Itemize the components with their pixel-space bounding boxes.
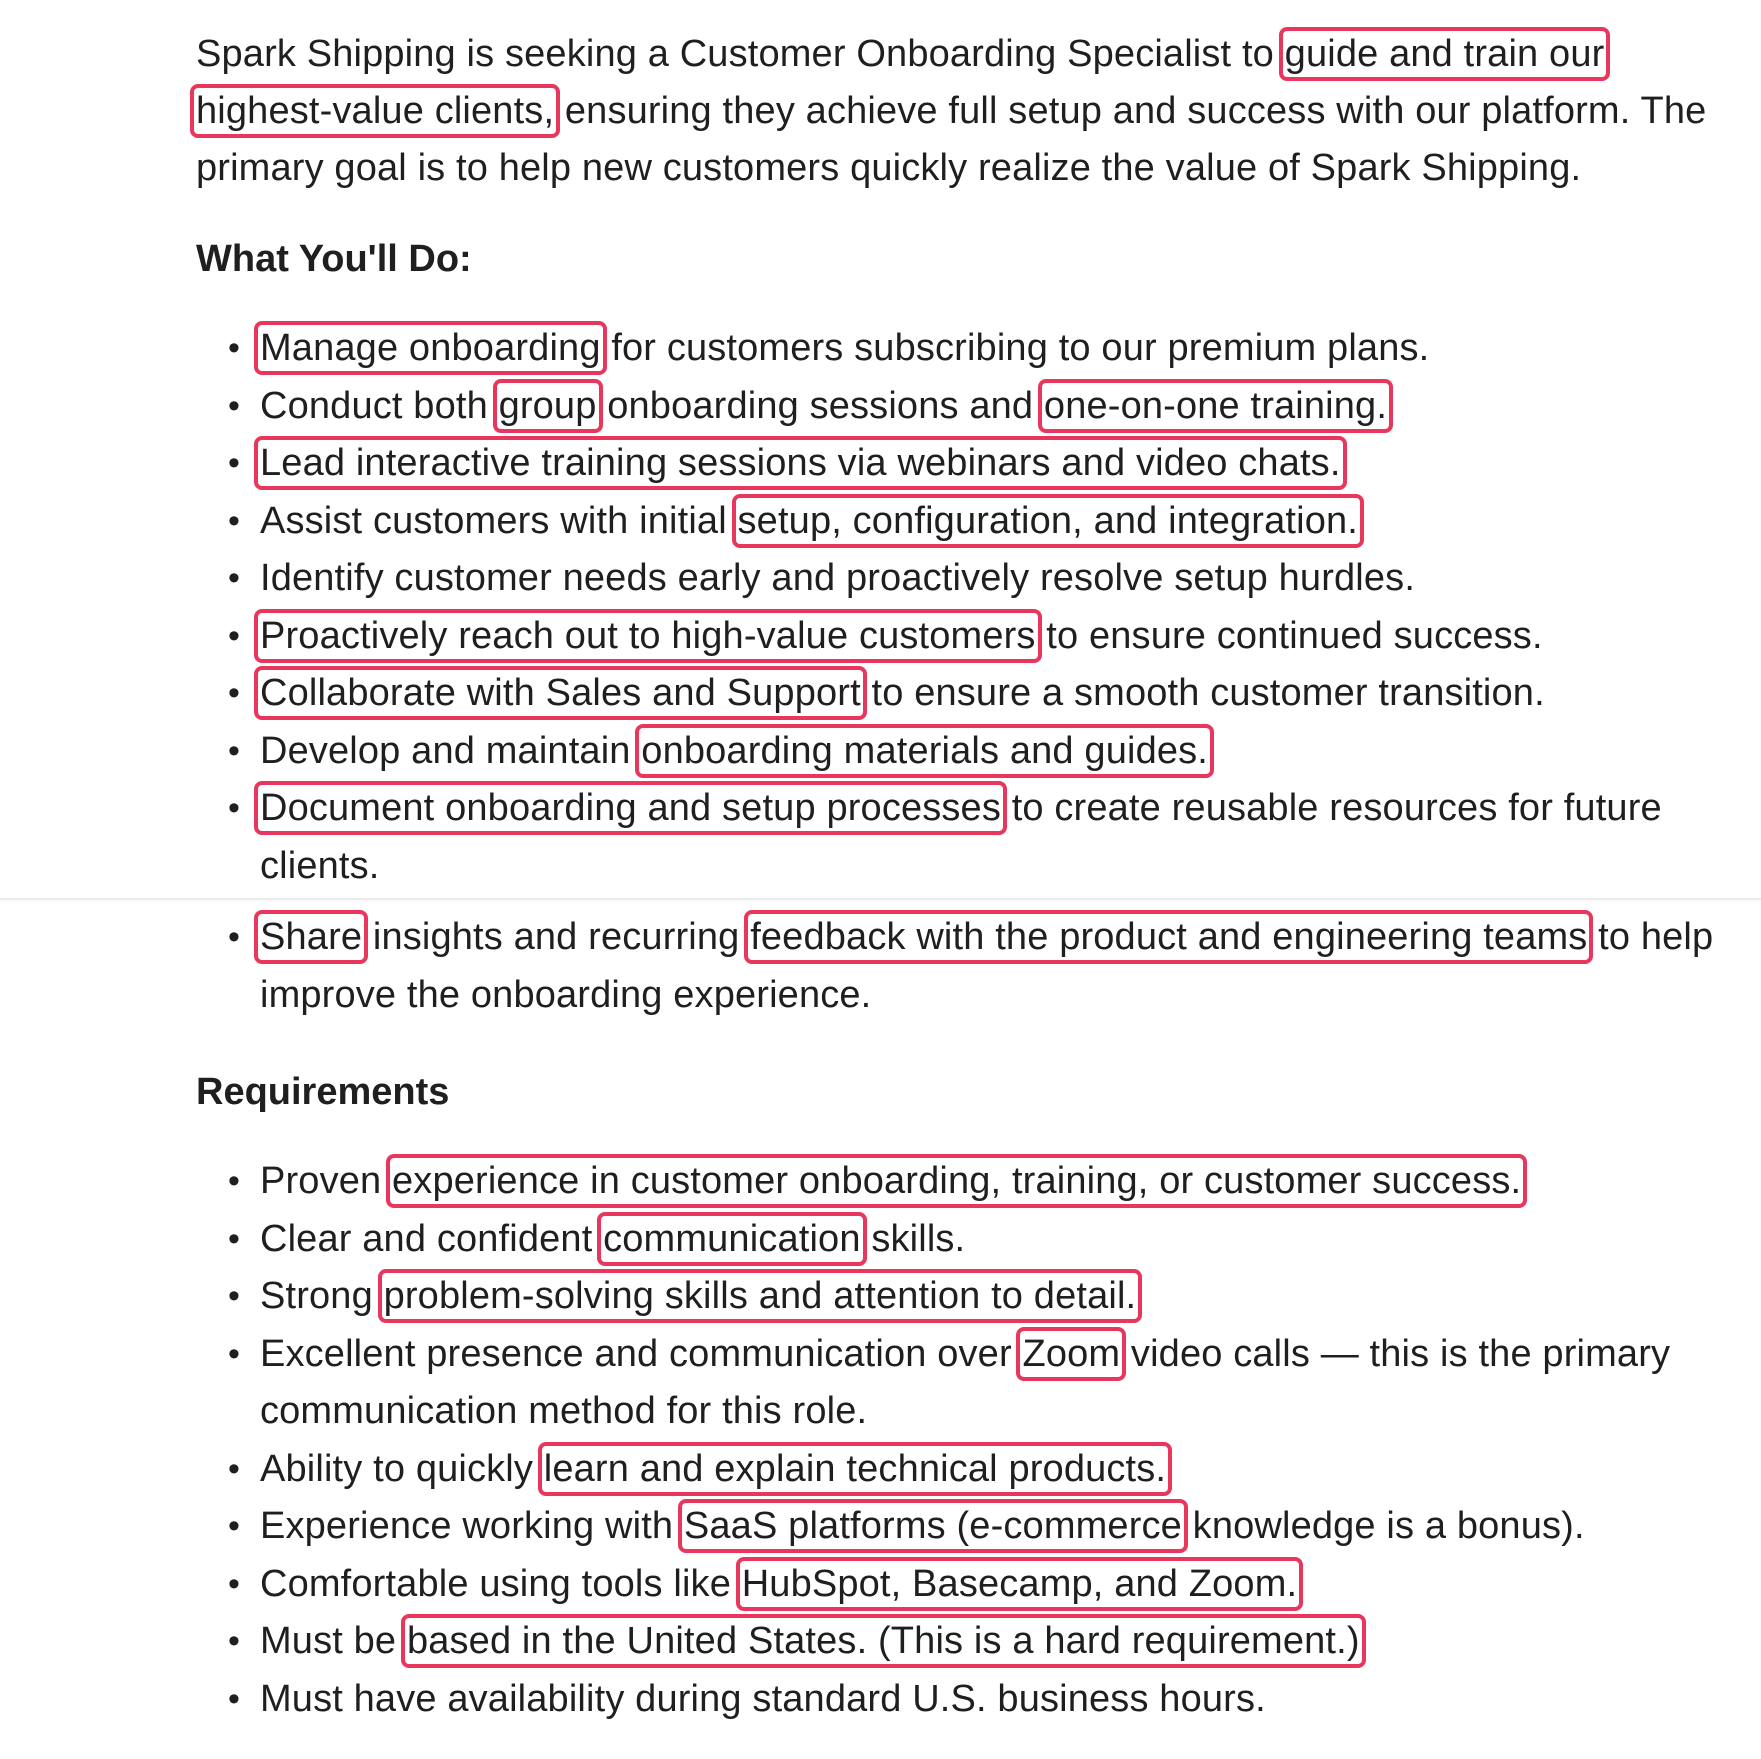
item-text: Excellent presence and communication over bbox=[260, 1332, 1023, 1375]
highlight-box: experience in customer onboarding, training, or customer success. bbox=[392, 1160, 1522, 1202]
item-text: Ability to quickly bbox=[260, 1447, 544, 1490]
item-text: for customers subscribing to our premium plans. bbox=[600, 327, 1430, 369]
list-item bbox=[196, 378, 1736, 436]
item-text: Experience working with bbox=[260, 1505, 684, 1547]
section-heading-requirements: Requirements bbox=[196, 1071, 450, 1113]
duties-list bbox=[196, 320, 1736, 1024]
list-item bbox=[196, 1211, 1736, 1269]
list-item bbox=[196, 550, 1736, 608]
section-heading-what-you-will-do: What You'll Do: bbox=[196, 238, 472, 280]
list-item bbox=[196, 723, 1736, 781]
list-item bbox=[196, 780, 1736, 895]
highlight-box: feedback with the product and engineering teams bbox=[750, 916, 1588, 958]
highlight-box: Document onboarding and setup processes bbox=[260, 787, 1001, 829]
highlight-box: Share bbox=[260, 916, 363, 958]
item-text: Must have availability during standard U.S. business hours. bbox=[260, 1677, 1266, 1720]
highlight-box: Lead interactive training sessions via webinars and video chats. bbox=[260, 442, 1341, 484]
item-text: video calls — this is the primary communication method for this role. bbox=[260, 1332, 1671, 1432]
requirements-list bbox=[196, 1153, 1736, 1728]
list-item bbox=[196, 435, 1736, 493]
highlight-box: Collaborate with Sales and Support bbox=[260, 672, 861, 714]
item-text: skills. bbox=[860, 1217, 966, 1260]
highlight-box: Manage onboarding bbox=[260, 327, 601, 369]
highlight-box: setup, configuration, and integration. bbox=[737, 499, 1358, 542]
item-text: to create reusable resources for future clients. bbox=[260, 787, 1662, 887]
list-item bbox=[196, 1671, 1736, 1729]
item-text: onboarding sessions and bbox=[596, 384, 1044, 427]
highlight-box: learn and explain technical products. bbox=[543, 1447, 1167, 1490]
item-text: Comfortable using tools like bbox=[260, 1562, 742, 1605]
highlight-box: based in the United States. (This is a hard requirement.) bbox=[406, 1620, 1360, 1662]
item-text: to ensure a smooth customer transition. bbox=[860, 672, 1545, 714]
highlight-box: communication bbox=[603, 1217, 861, 1260]
highlight-box: guide and train our highest-value clients, bbox=[196, 33, 1605, 132]
item-text: to ensure continued success. bbox=[1035, 614, 1543, 657]
list-item bbox=[196, 1268, 1736, 1326]
job-description bbox=[196, 26, 1736, 1728]
list-item bbox=[196, 1556, 1736, 1614]
item-text: Must be bbox=[260, 1620, 407, 1662]
list-item bbox=[196, 1613, 1736, 1671]
intro-paragraph bbox=[196, 26, 1736, 197]
list-item bbox=[196, 909, 1736, 1024]
highlight-box: one-on-one training. bbox=[1043, 384, 1388, 427]
highlight-box: Zoom bbox=[1022, 1332, 1121, 1375]
item-text: Develop and maintain bbox=[260, 729, 642, 772]
item-text: Strong bbox=[260, 1275, 384, 1317]
item-text: Proven bbox=[260, 1160, 393, 1202]
highlight-box: HubSpot, Basecamp, and Zoom. bbox=[741, 1562, 1298, 1605]
item-text: Clear and confident bbox=[260, 1217, 604, 1260]
list-item bbox=[196, 320, 1736, 378]
intro-text: ensuring they achieve full setup and success with our platform. The primary goal is to help new customers quickly realize the value of Spark Shipping. bbox=[196, 90, 1707, 189]
item-text: Assist customers with initial bbox=[260, 499, 738, 542]
intro-text: Spark Shipping is seeking a Customer Onboarding Specialist to bbox=[196, 33, 1285, 75]
highlight-box: onboarding materials and guides. bbox=[641, 729, 1209, 772]
item-text: to help improve the onboarding experience. bbox=[260, 916, 1714, 1016]
list-item bbox=[196, 1498, 1736, 1556]
highlight-box: group bbox=[498, 384, 597, 427]
list-item bbox=[196, 1153, 1736, 1211]
list-item bbox=[196, 665, 1736, 723]
list-item bbox=[196, 1441, 1736, 1499]
highlight-box: Proactively reach out to high-value customers bbox=[260, 614, 1036, 657]
list-item bbox=[196, 493, 1736, 551]
list-item bbox=[196, 1326, 1736, 1441]
highlight-box: SaaS platforms (e-commerce bbox=[683, 1505, 1182, 1547]
highlight-box: problem-solving skills and attention to detail. bbox=[383, 1275, 1137, 1317]
item-text: Conduct both bbox=[260, 384, 499, 427]
item-text: knowledge is a bonus). bbox=[1181, 1505, 1585, 1547]
item-text: insights and recurring bbox=[362, 916, 751, 958]
item-text: Identify customer needs early and proactively resolve setup hurdles. bbox=[260, 557, 1416, 599]
list-item bbox=[196, 608, 1736, 666]
